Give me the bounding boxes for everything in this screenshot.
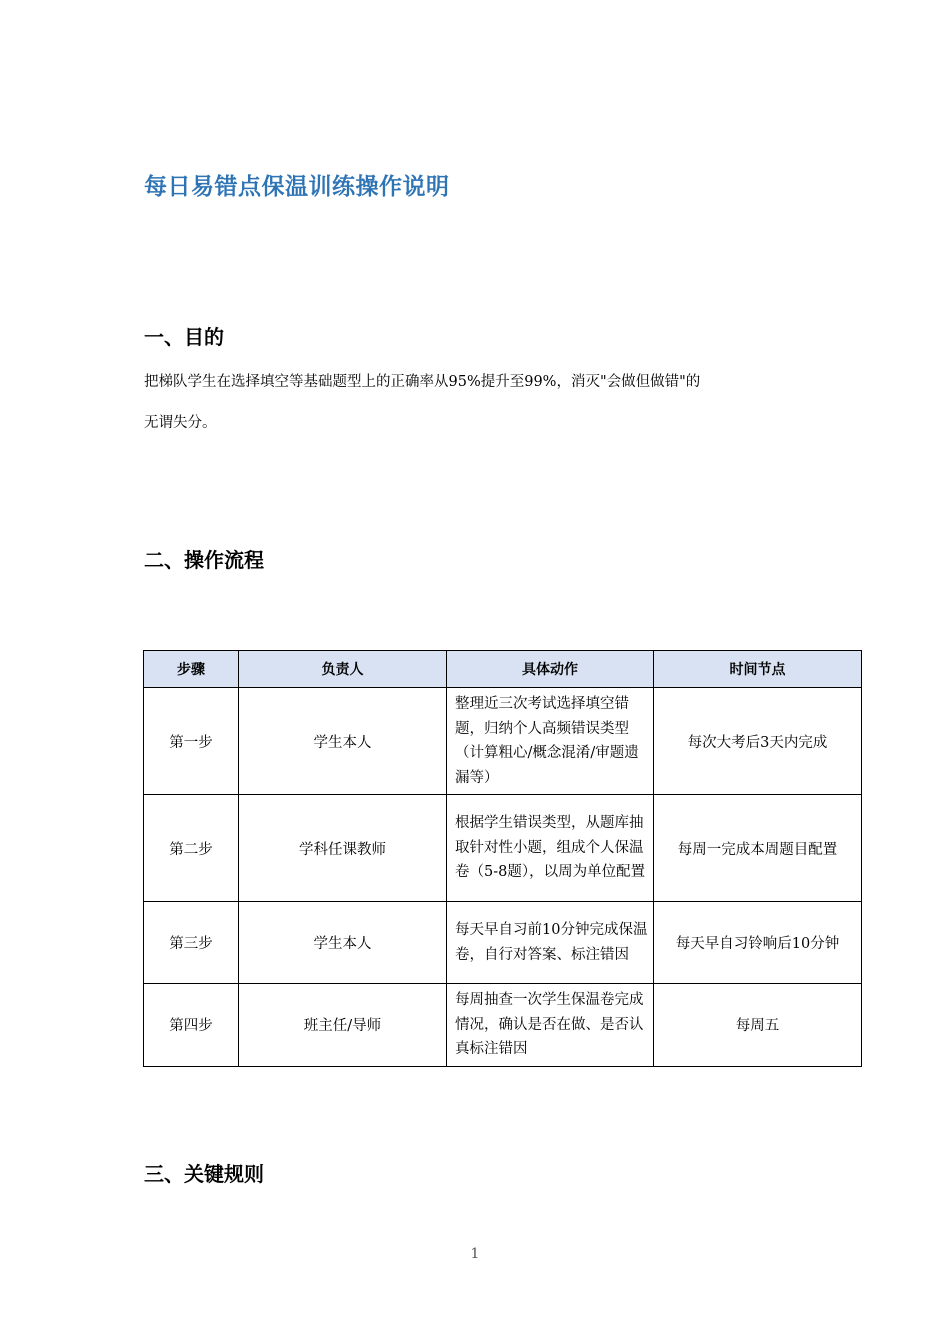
- table-header-row: [144, 651, 862, 688]
- table-row: [144, 795, 862, 902]
- section-heading-key-rules: 三、关键规则: [144, 1162, 264, 1186]
- step-cell: 第二步: [144, 795, 239, 902]
- action-cell: 根据学生错误类型，从题库抽取针对性小题，组成个人保温卷（5-8题），以周为单位配置: [447, 795, 654, 902]
- paragraph-line: 无谓失分。: [144, 415, 217, 431]
- time-cell: 每周五: [654, 984, 862, 1067]
- column-header-time: 时间节点: [654, 651, 862, 688]
- time-cell: 每周一完成本周题目配置: [654, 795, 862, 902]
- action-cell: 每天早自习前10分钟完成保温卷，自行对答案、标注错因: [447, 902, 654, 984]
- column-header-action: 具体动作: [447, 651, 654, 688]
- table-row: [144, 688, 862, 795]
- owner-cell: 学生本人: [239, 688, 447, 795]
- paragraph-line: 把梯队学生在选择填空等基础题型上的正确率从95%提升至99%，消灭"会做但做错"的: [144, 374, 701, 390]
- step-cell: 第四步: [144, 984, 239, 1067]
- time-cell: 每次大考后3天内完成: [654, 688, 862, 795]
- step-cell: 第三步: [144, 902, 239, 984]
- action-cell: 整理近三次考试选择填空错题，归纳个人高频错误类型（计算粗心/概念混淆/审题遗漏等）: [447, 688, 654, 795]
- section-heading-process: 二、操作流程: [144, 548, 264, 572]
- column-header-owner: 负责人: [239, 651, 447, 688]
- table-row: [144, 902, 862, 984]
- owner-cell: 学生本人: [239, 902, 447, 984]
- action-cell: 每周抽查一次学生保温卷完成情况，确认是否在做、是否认真标注错因: [447, 984, 654, 1067]
- page-number: 1: [470, 1246, 480, 1262]
- process-table: [143, 650, 862, 1067]
- section-heading-purpose: 一、目的: [144, 325, 224, 349]
- owner-cell: 学科任课教师: [239, 795, 447, 902]
- column-header-step: 步骤: [144, 651, 239, 688]
- time-cell: 每天早自习铃响后10分钟: [654, 902, 862, 984]
- step-cell: 第一步: [144, 688, 239, 795]
- owner-cell: 班主任/导师: [239, 984, 447, 1067]
- document-title: 每日易错点保温训练操作说明: [144, 174, 450, 200]
- table-row: [144, 984, 862, 1067]
